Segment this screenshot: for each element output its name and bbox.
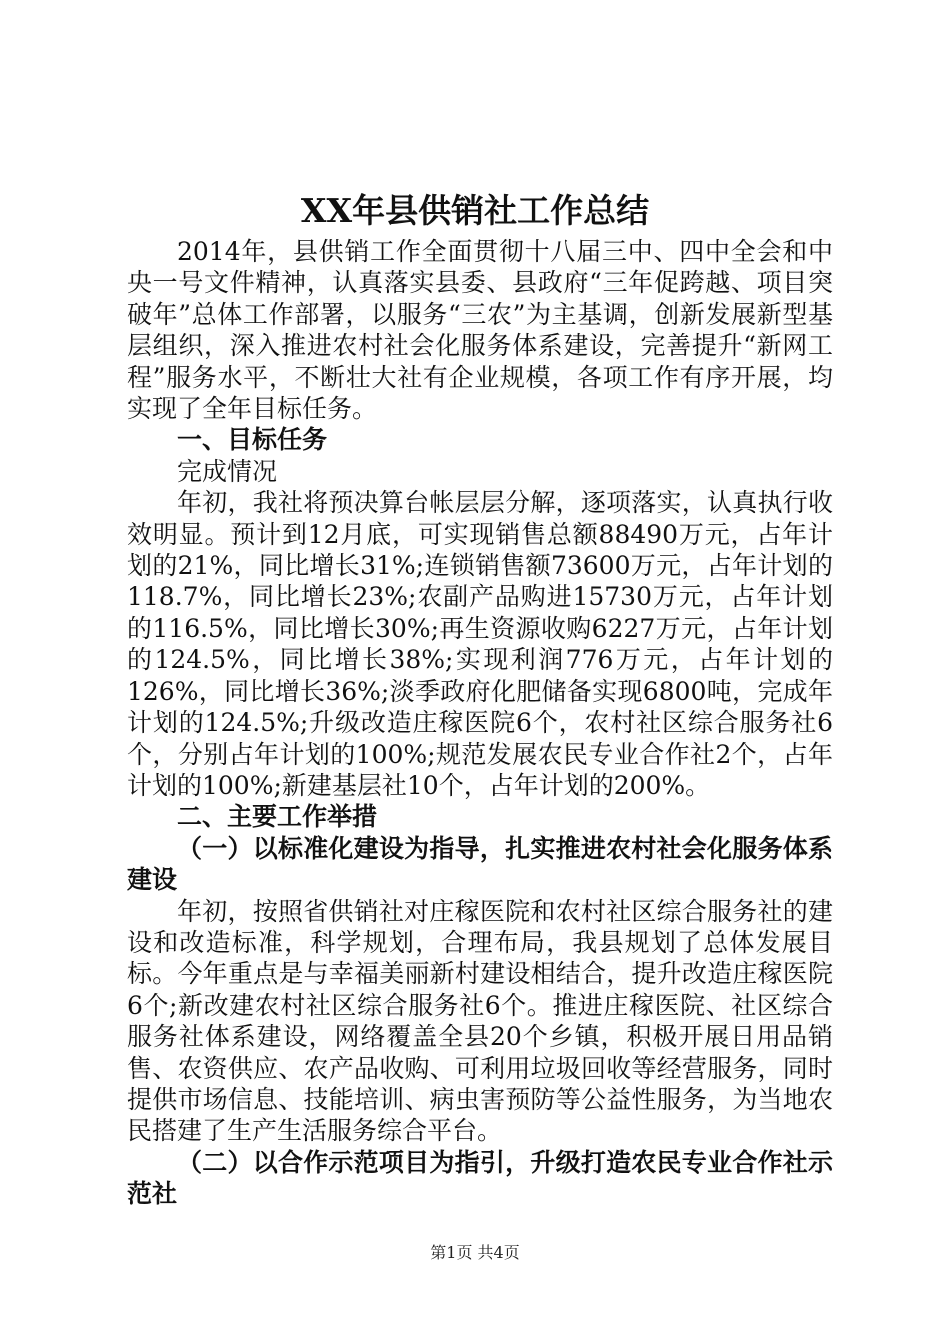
document-title: XX年县供销社工作总结 bbox=[300, 191, 650, 230]
section-subheading-completion: 完成情况 bbox=[177, 456, 278, 486]
completion-paragraph: 年初，我社将预决算台帐层层分解，逐项落实，认真执行收效明显。预计到12月底，可实现销售总额88490万元，占年计划的21%，同比增长31%;连锁销售额73600万元，占年计划的118.7%，同比增长23%;农副产品购进15730万元，占年计划的116.5%，同比增长30%;再生资源收购6227万元，占年计划的124.5%，同比增长38%;实现利润776万元，占年计划的126%，同比增长36%;淡季政府化肥储备实现6800吨，完成年计划的124.5%;升级改造庄稼医院6个，农村社区综合服务社6个，分别占年计划的100%;规范发展农民专业合作社2个，占年计划的100%;新建基层社10个，占年计划的200%。 bbox=[127, 488, 833, 800]
document-body bbox=[127, 236, 833, 1210]
page-footer: 第1页 共4页 bbox=[430, 1243, 520, 1262]
subsection-heading-cooperation: （二）以合作示范项目为指引，升级打造农民专业合作社示范社 bbox=[127, 1147, 833, 1209]
intro-paragraph: 2014年，县供销工作全面贯彻十八届三中、四中全会和中央一号文件精神，认真落实县委、县政府“三年促跨越、项目突破年”总体工作部署，以服务“三农”为主基调，创新发展新型基层组织，深入推进农村社会化服务体系建设，完善提升“新网工程”服务水平，不断壮大社有企业规模，各项工作有序开展，均实现了全年目标任务。 bbox=[127, 237, 833, 424]
section-heading-goals: 一、目标任务 bbox=[177, 425, 328, 455]
subsection-heading-standardization: （一）以标准化建设为指导，扎实推进农村社会化服务体系建设 bbox=[127, 833, 833, 895]
section-heading-measures: 二、主要工作举措 bbox=[177, 802, 378, 832]
standardization-paragraph: 年初，按照省供销社对庄稼医院和农村社区综合服务社的建设和改造标准，科学规划，合理布局，我县规划了总体发展目标。今年重点是与幸福美丽新村建设相结合，提升改造庄稼医院6个;新改建农村社区综合服务社6个。推进庄稼医院、社区综合服务社体系建设，网络覆盖全县20个乡镇，积极开展日用品销售、农资供应、农产品收购、可利用垃圾回收等经营服务，同时提供市场信息、技能培训、病虫害预防等公益性服务，为当地农民搭建了生产生活服务综合平台。 bbox=[127, 896, 833, 1146]
